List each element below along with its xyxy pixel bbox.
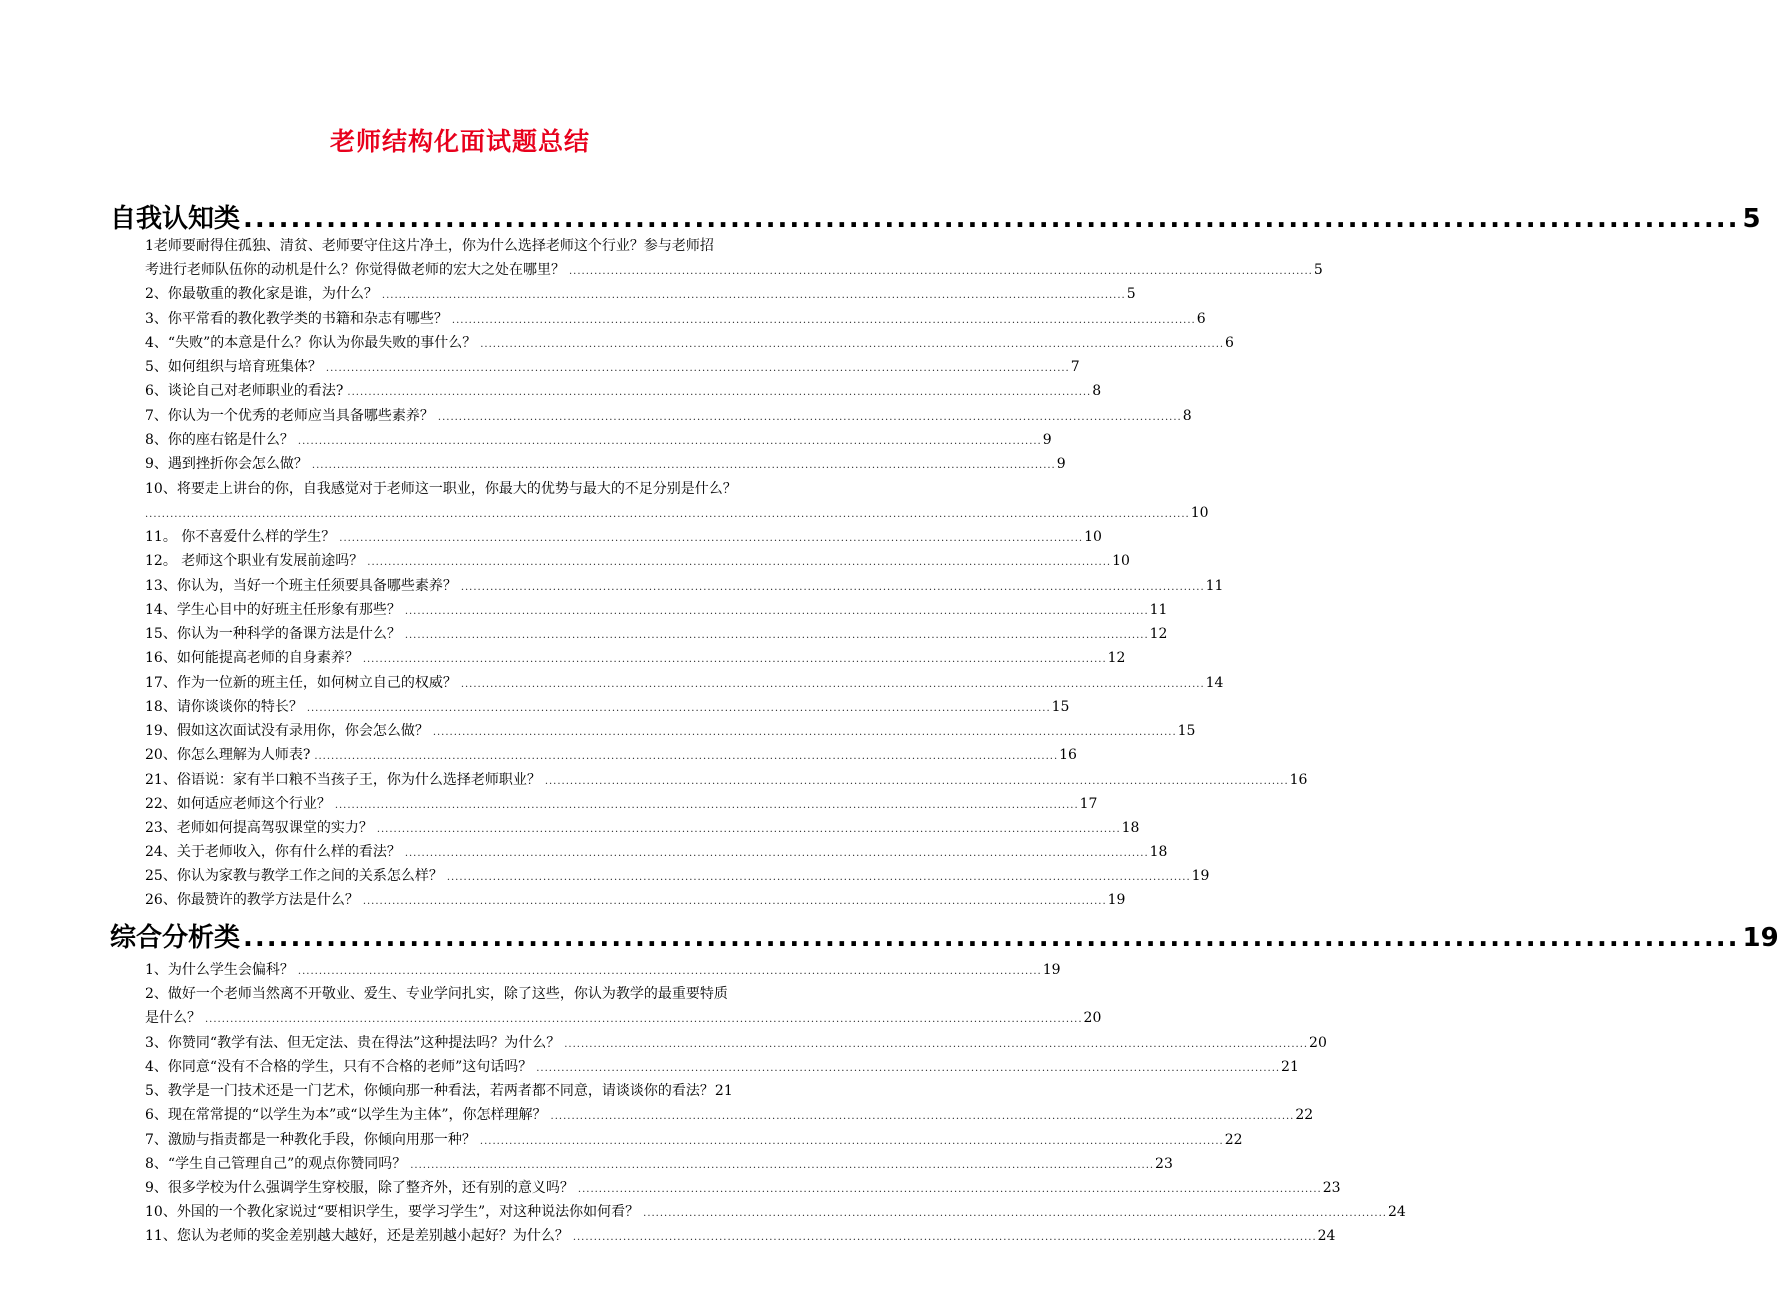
toc-entry-page: 21 [714,1083,733,1099]
toc-entry-page: 19 [1191,868,1210,884]
toc-entry-text: 4、你同意“没有不合格的学生，只有不合格的老师”这句话吗？ [145,1059,533,1075]
toc-entry-page: 6 [1196,311,1206,327]
toc-entry-page: 10 [1190,505,1209,521]
toc-entry-text: 5、如何组织与培育班集体？ [145,359,322,375]
toc-entry[interactable] [145,525,1102,549]
toc-entry-page: 10 [1084,529,1102,545]
toc-entry-text: 2、做好一个老师当然离不开敬业、爱生、专业学问扎实，除了这些，你认为教学的最重要特质 [145,986,728,1002]
dot-leader: .................................................................................................................................................................................. [314,751,1059,762]
toc-entry[interactable] [145,258,1323,282]
toc-entry[interactable] [145,671,1224,695]
toc-entry-continued-line[interactable] [145,982,810,1006]
dot-leader: .................................................................................................................................................................................. [297,436,1042,447]
toc-entry-text: 3、你平常看的教化教学类的书籍和杂志有哪些？ [145,311,448,327]
toc-entry-text: 11、您认为老师的奖金差别越大越好，还是差别越小起好？为什么？ [145,1228,569,1244]
toc-entry[interactable] [145,1055,1299,1079]
toc-entry[interactable] [145,379,1102,403]
toc-entry-text: 18、请你谈谈你的特长？ [145,699,303,715]
toc-entry[interactable] [145,622,1168,646]
toc-entry-page: 7 [1070,359,1080,375]
toc-entry[interactable] [145,331,1234,355]
toc-entry-page: 5 [1313,262,1323,278]
toc-entry-text: 6、现在常常提的“以学生为本”或“以学生为主体”，你怎样理解？ [145,1107,547,1123]
dot-leader: .................................................................................................................................................................................. [564,1039,1309,1050]
dot-leader: .......................................................................................................................................................................................................................................................... [145,509,1190,520]
toc-entry[interactable] [145,1224,1336,1248]
toc-entry-text: 5、教学是一门技术还是一门艺术，你倾向那一种看法，若两者都不同意，请谈谈你的看法？ [145,1083,714,1099]
toc-entry-text: 24、关于老师收入，你有什么样的看法？ [145,844,401,860]
toc-entry-page: 22 [1224,1132,1243,1148]
toc-entry-page: 19 [1042,962,1061,978]
dot-leader: .................................................................................................................................................................................. [544,776,1289,787]
toc-entry-text: 25、你认为家教与教学工作之间的关系怎么样？ [145,868,443,884]
toc-entry-text: 13、你认为，当好一个班主任须要具备哪些素养？ [145,578,457,594]
toc-entry-page: 22 [1295,1107,1314,1123]
toc-entry-page: 16 [1059,747,1077,763]
toc-entry-text: 19、假如这次面试没有录用你，你会怎么做？ [145,723,429,739]
dot-leader: .................................................................................................................................................................................. [404,630,1149,641]
section-page-number: 5 [1742,204,1761,234]
toc-entry-text: 1老师要耐得住孤独、清贫、老师要守住这片净土，你为什么选择老师这个行业？参与老师招 [145,238,714,254]
toc-entry[interactable] [145,355,1080,379]
toc-entry[interactable] [145,840,1168,864]
toc-entry-text: 16、如何能提高老师的自身素养？ [145,650,359,666]
toc-entry[interactable] [145,1031,1327,1055]
dot-leader: .............................................................................................................................. [243,923,1740,953]
toc-entry[interactable] [145,695,1070,719]
section-page-number: 19 [1742,923,1779,953]
toc-entry-page: 20 [1083,1010,1102,1026]
toc-entry-text: 6、谈论自己对老师职业的看法? [145,383,344,399]
dot-leader: .................................................................................................................................................................................. [362,896,1107,907]
toc-entry-text: 11。 你不喜爱什么样的学生？ [145,529,336,545]
dot-leader: .................................................................................................................................................................................. [325,363,1070,374]
toc-entry-text: 10、外国的一个教化家说过“要相识学生，要学习学生”，对这种说法你如何看？ [145,1204,640,1220]
dot-leader: .................................................................................................................................................................................. [311,460,1056,471]
dot-leader: .................................................................................................................................................................................. [362,654,1107,665]
toc-entry-page: 6 [1225,335,1234,351]
toc-entry-page: 9 [1056,456,1066,472]
toc-entry-text: 是什么？ [145,1010,201,1026]
toc-entry[interactable] [145,958,1061,982]
toc-entry[interactable] [145,404,1192,428]
toc-entry-text: 8、你的座右铭是什么？ [145,432,294,448]
toc-section-heading[interactable] [110,195,1761,235]
toc-entry-page: 9 [1042,432,1052,448]
dot-leader: .................................................................................................................................................................................. [376,824,1121,835]
dot-leader: .................................................................................................................................................................................. [572,1232,1317,1243]
toc-entry[interactable] [145,1152,1173,1176]
toc-entry-text: 21、俗语说：家有半口粮不当孩子王，你为什么选择老师职业？ [145,772,541,788]
toc-entry[interactable] [145,864,1210,888]
toc-entry[interactable] [145,307,1206,331]
toc-section-heading[interactable] [110,914,1779,954]
toc-entry[interactable] [145,1079,810,1103]
toc-entry[interactable] [145,428,1052,452]
toc-entry-page: 18 [1149,844,1168,860]
dot-leader: .................................................................................................................................................................................. [297,966,1042,977]
toc-entry-page: 21 [1281,1059,1299,1075]
dot-leader: .................................................................................................................................................................................. [446,872,1191,883]
toc-entry-page: 23 [1155,1156,1173,1172]
toc-entry-page: 20 [1309,1035,1327,1051]
document-title: 老师结构化面试题总结 [329,127,590,156]
toc-entry[interactable] [145,1103,1314,1127]
toc-entry[interactable] [145,1176,1341,1200]
dot-leader: .................................................................................................................................................................................. [410,1160,1155,1171]
toc-entry-page: 12 [1107,650,1126,666]
dot-leader: .................................................................................................................................................................................. [306,703,1051,714]
toc-entry[interactable] [145,574,1224,598]
toc-entry-page: 23 [1322,1180,1341,1196]
dot-leader: .................................................................................................................................................................................. [480,339,1225,350]
toc-entry[interactable] [145,598,1168,622]
toc-entry-page: 11 [1149,602,1168,618]
toc-entry-page: 24 [1317,1228,1336,1244]
toc-entry-page: 5 [1126,286,1136,302]
toc-entry[interactable] [145,1128,1243,1152]
dot-leader: .................................................................................................................................................................................. [577,1184,1322,1195]
toc-entry-text: 20、你怎么理解为人师表? [145,747,311,763]
dot-leader: .................................................................................................................................................................................. [367,557,1112,568]
toc-entry[interactable] [145,501,1209,525]
toc-entry-text: 9、很多学校为什么强调学生穿校服，除了整齐外，还有别的意义吗？ [145,1180,574,1196]
toc-entry[interactable] [145,816,1140,840]
toc-entry-text: 23、老师如何提高驾驭课堂的实力？ [145,820,373,836]
section-heading-text: 综合分析类 [110,923,241,953]
toc-entry-continued-line[interactable] [145,234,810,258]
toc-entry-page: 14 [1205,675,1224,691]
toc-entry-text: 8、“学生自己管理自己”的观点你赞同吗？ [145,1156,407,1172]
dot-leader: .................................................................................................................................................................................. [404,606,1149,617]
dot-leader: .................................................................................................................................................................................. [432,727,1177,738]
toc-entry[interactable] [145,888,1126,912]
toc-entry[interactable] [145,1006,1102,1030]
dot-leader: .................................................................................................................................................................................. [479,1136,1224,1147]
toc-entry[interactable] [145,743,1077,767]
dot-leader: .................................................................................................................................................................................. [550,1111,1295,1122]
dot-leader: .................................................................................................................................................................................................................. [205,1014,1083,1025]
toc-entry-page: 12 [1149,626,1168,642]
toc-entry-page: 17 [1079,796,1098,812]
dot-leader: .................................................................................................................................................................................. [460,679,1205,690]
toc-entry-text: 7、激励与指责都是一种教化手段，你倾向用那一种？ [145,1132,476,1148]
toc-entry[interactable] [145,719,1196,743]
toc-entry[interactable] [145,1200,1406,1224]
toc-entry-page: 24 [1387,1204,1406,1220]
toc-entry-text: 22、如何适应老师这个行业？ [145,796,331,812]
toc-entry-page: 11 [1205,578,1224,594]
toc-entry-text: 26、你最赞许的教学方法是什么？ [145,892,359,908]
dot-leader: .................................................................................................................................................................................. [437,412,1182,423]
toc-entry-text: 1、为什么学生会偏科？ [145,962,294,978]
dot-leader: .................................................................................................................................................................................. [334,800,1079,811]
dot-leader: .................................................................................................................................................................................. [404,848,1149,859]
toc-entry[interactable] [145,452,1066,476]
dot-leader: .................................................................................................................................................................................. [451,315,1196,326]
toc-entry-continued-line[interactable] [145,477,810,501]
toc-entry-page: 18 [1121,820,1140,836]
toc-entry-page: 19 [1107,892,1126,908]
toc-entry-text: 9、遇到挫折你会怎么做？ [145,456,308,472]
toc-entry-text: 10、将要走上讲台的你，自我感觉对于老师这一职业，你最大的优势与最大的不足分别是什么？ [145,481,737,497]
dot-leader: .................................................................................................................................................................................. [460,582,1205,593]
toc-entry-page: 15 [1177,723,1196,739]
dot-leader: .................................................................................................................................................................................. [569,266,1313,277]
toc-entry-text: 4、“失败”的本意是什么？你认为你最失败的事什么？ [145,335,477,351]
toc-entry-text: 2、你最敬重的教化家是谁，为什么？ [145,286,378,302]
toc-entry[interactable] [145,792,1098,816]
toc-entry-page: 16 [1289,772,1308,788]
toc-entry[interactable] [145,646,1126,670]
toc-entry-page: 8 [1092,383,1102,399]
section-heading-text: 自我认知类 [110,204,241,234]
toc-entry-page: 15 [1051,699,1070,715]
dot-leader: .............................................................................................................................. [243,204,1740,234]
dot-leader: .................................................................................................................................................................................. [643,1208,1387,1219]
dot-leader: .................................................................................................................................................................................. [339,533,1084,544]
dot-leader: .................................................................................................................................................................................. [347,387,1092,398]
toc-entry-text: 14、学生心目中的好班主任形象有那些？ [145,602,401,618]
toc-entry-text: 17、作为一位新的班主任，如何树立自己的权威？ [145,675,457,691]
toc-entry-text: 12。 老师这个职业有发展前途吗？ [145,553,364,569]
toc-entry-page: 10 [1112,553,1130,569]
toc-entry-text: 考进行老师队伍你的动机是什么？你觉得做老师的宏大之处在哪里？ [145,262,565,278]
dot-leader: .................................................................................................................................................................................. [536,1063,1281,1074]
toc-entry-text: 3、你赞同“教学有法、但无定法、贵在得法”这种提法吗？为什么？ [145,1035,561,1051]
toc-entry-text: 15、你认为一种科学的备课方法是什么？ [145,626,401,642]
toc-entry-text: 7、你认为一个优秀的老师应当具备哪些素养？ [145,408,434,424]
toc-entry[interactable] [145,282,1136,306]
toc-entry[interactable] [145,549,1130,573]
toc-entry[interactable] [145,768,1308,792]
toc-entry-page: 8 [1182,408,1192,424]
dot-leader: .................................................................................................................................................................................. [381,290,1126,301]
